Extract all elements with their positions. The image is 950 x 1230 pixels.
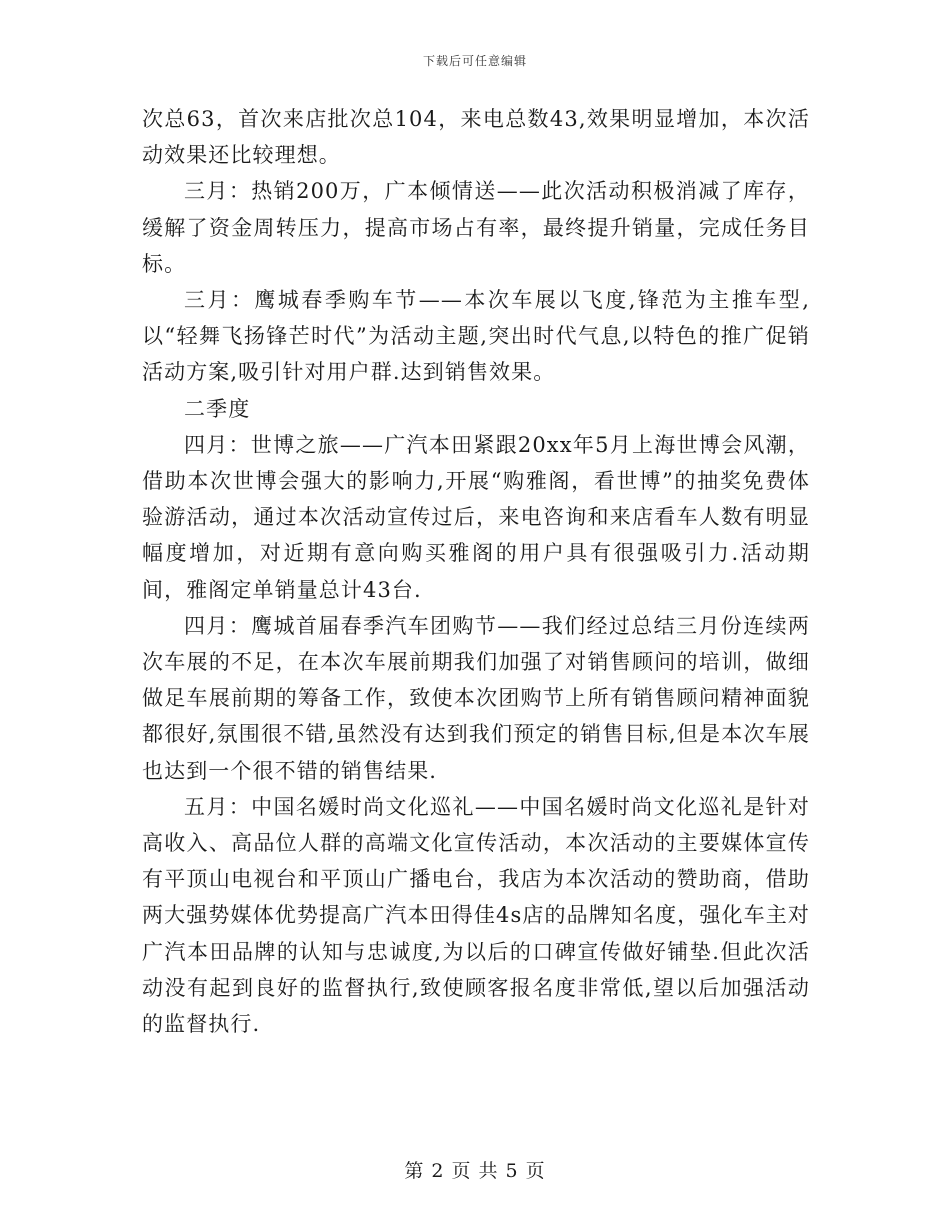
page-header-note: 下载后可任意编辑 bbox=[422, 54, 527, 68]
paragraph-continuation: 次总63，首次来店批次总104，来电总数43,效果明显增加，本次活动效果还比较理想。 bbox=[142, 107, 810, 168]
page-number: 第 2 页 共 5 页 bbox=[404, 1160, 546, 1182]
paragraph-may-culture-tour: 五月：中国名媛时尚文化巡礼——中国名媛时尚文化巡礼是针对高收入、高品位人群的高端文化宣传活动，本次活动的主要媒体宣传有平顶山电视台和平顶山广播电台，我店为本次活动的赞助商，借助两大强势媒体优势提高广汽本田得佳4s店的品牌知名度，强化车主对广汽本田品牌的认知与忠诚度,为以后的口碑宣传做好铺垫.但此次活动没有起到良好的监督执行,致使顾客报名度非常低,望以后加强活动的监督执行. bbox=[142, 794, 810, 1037]
paragraph-march-car-festival: 三月：鹰城春季购车节——本次车展以飞度,锋范为主推车型,以“轻舞飞扬锋芒时代”为活动主题,突出时代气息,以特色的推广促销活动方案,吸引针对用户群.达到销售效果。 bbox=[142, 288, 810, 385]
paragraph-april-expo-trip: 四月：世博之旅——广汽本田紧跟20xx年5月上海世博会风潮，借助本次世博会强大的影响力,开展“购雅阁，看世博”的抽奖免费体验游活动，通过本次活动宣传过后，来电咨询和来店看车人数有明显幅度增加，对近期有意向购买雅阁的用户具有很强吸引力.活动期间，雅阁定单销量总计43台. bbox=[142, 432, 810, 602]
paragraph-april-group-buy: 四月：鹰城首届春季汽车团购节——我们经过总结三月份连续两次车展的不足，在本次车展前期我们加强了对销售顾问的培训，做细做足车展前期的筹备工作，致使本次团购节上所有销售顾问精神面貌都很好,氛围很不错,虽然没有达到我们预定的销售目标,但是本次车展也达到一个很不错的销售结果. bbox=[142, 613, 810, 783]
paragraph-march-sales-promo: 三月：热销200万，广本倾情送——此次活动积极消减了库存，缓解了资金周转压力，提高市场占有率，最终提升销量，完成任务目标。 bbox=[142, 179, 810, 276]
section-heading-second-quarter: 二季度 bbox=[184, 396, 251, 421]
document-body bbox=[142, 101, 810, 1042]
